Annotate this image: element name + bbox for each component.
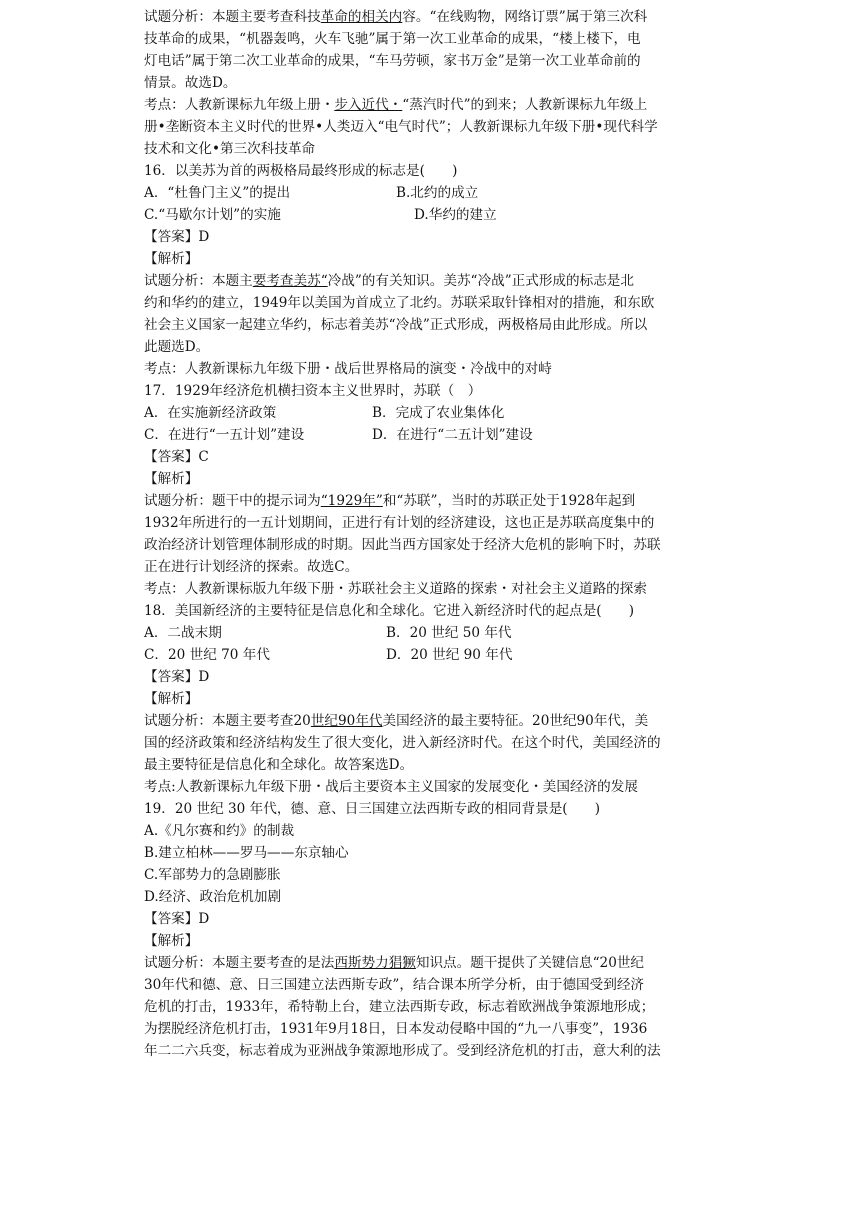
q18-option-d: D．20 世纪 90 年代 [386,647,513,663]
q15-analysis-line-3: 灯电话”属于第二次工业革命的成果，“车马劳顿，家书万金”是第一次工业革命前的 [144,53,641,69]
q18-answer: 【答案】D [144,669,210,685]
q15-kaodian-line-3: 技术和文化•第三次科技革命 [144,141,316,157]
q17-answer: 【答案】C [144,449,209,465]
q19-analysis-line-4: 为摆脱经济危机打击，1931年9月18日，日本发动侵略中国的“九一八事变”，1936 [144,1021,648,1037]
q16-option-d: D.华约的建立 [414,207,497,223]
q16-options-row-2 [144,204,704,226]
q18-question: 18．美国新经济的主要特征是信息化和全球化。它进入新经济时代的起点是( ) [144,603,635,619]
q18-option-b: B．20 世纪 50 年代 [386,625,512,641]
q18-option-c: C．20 世纪 70 年代 [144,647,270,663]
q19-analysis-line-5: 年二二六兵变，标志着成为亚洲战争策源地形成了。受到经济危机的打击，意大利的法 [144,1043,661,1059]
q18-options-row-2 [144,644,704,666]
q17-option-c: C．在进行“一五计划”建设 [144,427,305,443]
q16-analysis-label: 【解析】 [144,251,199,267]
q19-analysis-line-2: 30年代和德、意、日三国建立法西斯专政”，结合课本所学分析，由于德国受到经济 [144,977,645,993]
q19-analysis-label: 【解析】 [144,933,199,949]
q16-analysis-line-1: 试题分析：本题主要考查美苏“冷战”的有关知识。美苏“冷战”正式形成的标志是北 [144,273,634,289]
q16-analysis-line-4: 此题选D。 [144,339,210,355]
q19-analysis-line-1: 试题分析：本题主要考查的是法西斯势力猖獗知识点。题干提供了关键信息“20世纪 [144,955,645,971]
q17-analysis-line-4: 正在进行计划经济的探索。故选C。 [144,559,359,575]
q18-analysis-label: 【解析】 [144,691,199,707]
q15-analysis-line-1: 试题分析：本题主要考查科技革命的相关内容。“在线购物，网络订票”属于第三次科 [144,9,648,25]
q17-analysis-line-3: 政治经济计划管理体制形成的时期。因此当西方国家处于经济大危机的影响下时，苏联 [144,537,661,553]
q17-options-row-2 [144,424,704,446]
q16-question: 16．以美苏为首的两极格局最终形成的标志是( ) [144,163,458,179]
q16-option-a: A．“杜鲁门主义”的提出 [144,185,291,201]
q18-analysis-line-3: 最主要特征是信息化和全球化。故答案选D。 [144,757,414,773]
q17-option-b: B．完成了农业集体化 [372,405,505,421]
q19-option-c: C.军部势力的急剧膨胀 [144,867,281,883]
q17-options-row-1 [144,402,704,424]
q16-option-c: C.“马歇尔计划”的实施 [144,207,281,223]
q17-option-a: A．在实施新经济政策 [144,405,277,421]
q19-answer: 【答案】D [144,911,210,927]
q15-analysis-line-2: 技革命的成果，“机器轰鸣，火车飞驰”属于第一次工业革命的成果，“楼上楼下，电 [144,31,641,47]
q16-answer: 【答案】D [144,229,210,245]
q19-question: 19．20 世纪 30 年代，德、意、日三国建立法西斯专政的相同背景是( ) [144,801,601,817]
q18-option-a: A．二战末期 [144,625,222,641]
q19-analysis-line-3: 危机的打击，1933年，希特勒上台，建立法西斯专政，标志着欧洲战争策源地形成； [144,999,655,1015]
q18-analysis-line-2: 国的经济政策和经济结构发生了很大变化，进入新经济时代。在这个时代，美国经济的 [144,735,661,751]
q19-option-b: B.建立柏林——罗马——东京轴心 [144,845,349,861]
q17-analysis-label: 【解析】 [144,471,199,487]
q17-analysis-line-2: 1932年所进行的一五计划期间，正进行有计划的经济建设，这也正是苏联高度集中的 [144,515,655,531]
q19-option-a: A.《凡尔赛和约》的制裁 [144,823,295,839]
q17-question: 17．1929年经济危机横扫资本主义世界时，苏联（ ） [144,383,482,399]
q18-analysis-line-1: 试题分析：本题主要考查20世纪90年代美国经济的最主要特征。20世纪90年代，美 [144,713,649,729]
q16-options-row-1 [144,182,704,204]
q18-options-row-1 [144,622,704,644]
q16-option-b: B.北约的成立 [396,185,479,201]
q16-analysis-line-2: 约和华约的建立，1949年以美国为首成立了北约。苏联采取针锋相对的措施，和东欧 [144,295,655,311]
q16-analysis-line-3: 社会主义国家一起建立华约，标志着美苏“冷战”正式形成，两极格局由此形成。所以 [144,317,648,333]
q17-analysis-line-1: 试题分析：题干中的提示词为“1929年”和“苏联”，当时的苏联正处于1928年起到 [144,493,636,509]
q15-kaodian-line-1: 考点：人教新课标九年级上册・步入近代・“蒸汽时代”的到来；人教新课标九年级上 [144,97,648,113]
q17-option-d: D．在进行“二五计划”建设 [372,427,533,443]
q15-kaodian-line-2: 册•垄断资本主义时代的世界•人类迈入“电气时代”；人教新课标九年级下册•现代科学 [144,119,658,135]
q17-kaodian: 考点：人教新课标版九年级下册・苏联社会主义道路的探索・对社会主义道路的探索 [144,581,647,597]
q19-option-d: D.经济、政治危机加剧 [144,889,282,905]
q16-kaodian: 考点：人教新课标九年级下册・战后世界格局的演变・冷战中的对峙 [144,361,552,377]
q18-kaodian: 考点:人教新课标九年级下册・战后主要资本主义国家的发展变化・美国经济的发展 [144,779,638,795]
q15-analysis-line-4: 情景。故选D。 [144,75,237,91]
